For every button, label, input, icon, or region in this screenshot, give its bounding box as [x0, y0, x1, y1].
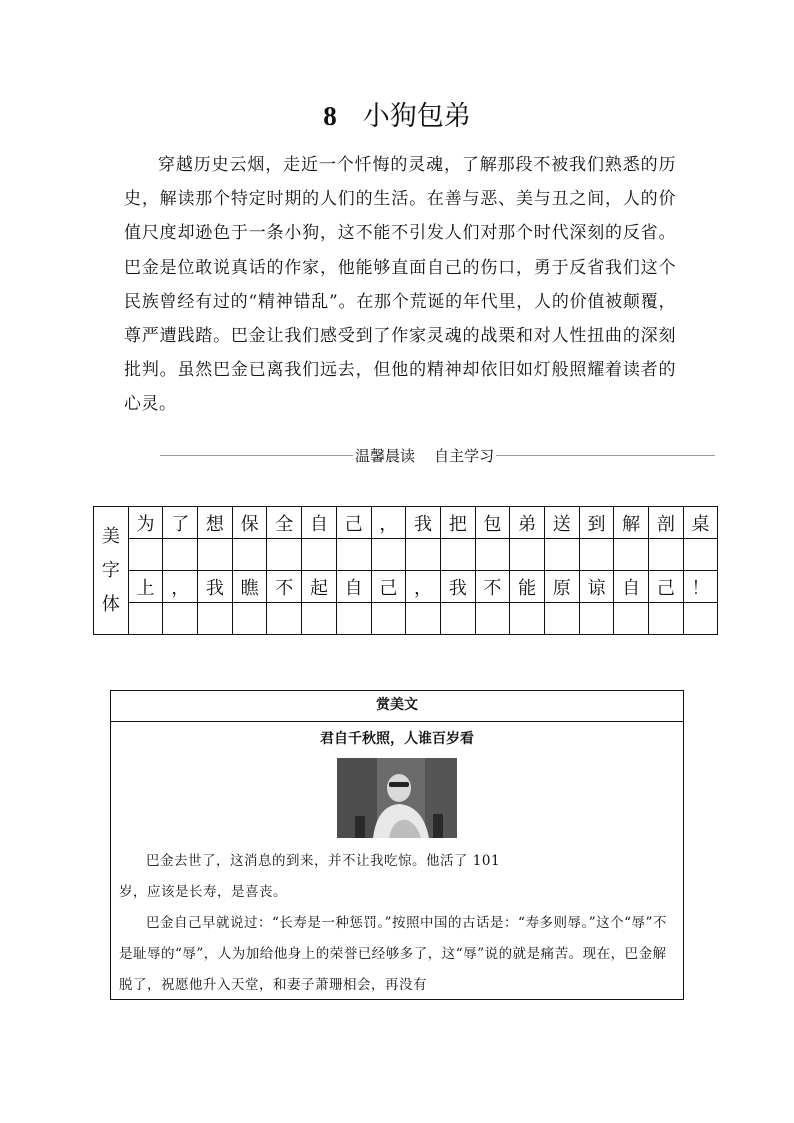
grid-row-header — [94, 507, 129, 635]
grid-char-cell: 原 — [544, 571, 579, 603]
lesson-number: 8 — [323, 101, 337, 131]
grid-practice-cell[interactable] — [336, 603, 371, 635]
portrait-photo — [337, 758, 457, 838]
grid-practice-cell[interactable] — [371, 539, 406, 571]
grid-char-cell: 桌 — [683, 507, 718, 539]
grid-practice-cell[interactable] — [163, 539, 198, 571]
grid-practice-cell[interactable] — [649, 603, 684, 635]
grid-char-cell: 包 — [475, 507, 510, 539]
grid-char-cell: 弟 — [510, 507, 545, 539]
appreciation-box — [110, 690, 684, 1000]
article-line-1: 巴金去世了，这消息的到来，并不让我吃惊。他活了 101 — [146, 853, 501, 869]
grid-char-cell: 自 — [336, 571, 371, 603]
section-divider — [160, 444, 715, 466]
calligraphy-grid — [93, 506, 718, 635]
grid-char-cell: ， — [371, 507, 406, 539]
grid-char-cell: 剖 — [649, 507, 684, 539]
grid-practice-cell[interactable] — [683, 603, 718, 635]
grid-practice-cell[interactable] — [198, 603, 233, 635]
grid-practice-cell[interactable] — [302, 603, 337, 635]
grid-char-cell: 全 — [267, 507, 302, 539]
grid-practice-cell[interactable] — [614, 603, 649, 635]
grid-char-cell: 不 — [267, 571, 302, 603]
grid-char-cell: ！ — [683, 571, 718, 603]
divider-label: 温馨晨读 自主学习 — [355, 446, 495, 465]
appreciation-header: 赏美文 — [111, 691, 683, 722]
grid-row — [94, 539, 718, 571]
grid-char-cell: 不 — [475, 571, 510, 603]
intro-paragraph — [124, 148, 676, 422]
grid-char-cell: ， — [163, 571, 198, 603]
grid-char-cell: 想 — [198, 507, 233, 539]
grid-practice-cell[interactable] — [510, 603, 545, 635]
grid-practice-cell[interactable] — [406, 539, 441, 571]
grid-char-cell: 我 — [406, 507, 441, 539]
grid-char-cell: 我 — [440, 571, 475, 603]
article-paragraph-2: 巴金自己早就说过：“长寿是一种惩罚。”按照中国的古话是：“寿多则辱。”这个“辱”不是耻辱的“辱”，人为加给他身上的荣誉已经够多了，这“辱”说的就是痛苦。现在，巴金解脱了，祝愿他升入天堂，和妻子萧珊相会，再没有 — [119, 915, 667, 993]
grid-char-cell: 保 — [232, 507, 267, 539]
grid-practice-cell[interactable] — [683, 539, 718, 571]
grid-header-char: 体 — [101, 593, 120, 615]
grid-char-cell: 自 — [614, 571, 649, 603]
grid-practice-cell[interactable] — [510, 539, 545, 571]
grid-row — [94, 603, 718, 635]
grid-practice-cell[interactable] — [475, 539, 510, 571]
grid-char-cell: 瞧 — [232, 571, 267, 603]
grid-practice-cell[interactable] — [267, 603, 302, 635]
grid-practice-cell[interactable] — [371, 603, 406, 635]
divider-line-right — [496, 455, 715, 456]
grid-char-cell: 我 — [198, 571, 233, 603]
grid-practice-cell[interactable] — [128, 603, 163, 635]
article-line-2: 岁，应该是长寿，是喜丧。 — [119, 884, 287, 900]
grid-practice-cell[interactable] — [163, 603, 198, 635]
grid-char-cell: 了 — [163, 507, 198, 539]
grid-char-cell: 自 — [302, 507, 337, 539]
grid-practice-cell[interactable] — [440, 539, 475, 571]
grid-practice-cell[interactable] — [649, 539, 684, 571]
grid-char-cell: 能 — [510, 571, 545, 603]
grid-char-cell: 谅 — [579, 571, 614, 603]
article-title: 君自千秋照，人谁百岁看 — [320, 731, 474, 747]
divider-line-left — [160, 455, 353, 456]
grid-practice-cell[interactable] — [267, 539, 302, 571]
grid-char-cell: 解 — [614, 507, 649, 539]
grid-practice-cell[interactable] — [544, 539, 579, 571]
article-body — [111, 838, 683, 1000]
grid-row — [94, 507, 718, 539]
intro-text: 穿越历史云烟，走近一个忏悔的灵魂，了解那段不被我们熟悉的历史，解读那个特定时期的人们的生活。在善与恶、美与丑之间，人的价值尺度却逊色于一条小狗，这不能不引发人们对那个时代深刻的反省。巴金是位敢说真话的作家，他能够直面自己的伤口，勇于反省我们这个民族曾经有过的“精神错乱”。在那个荒诞的年代里，人的价值被颠覆，尊严遭践踏。巴金让我们感受到了作家灵魂的战栗和对人性扭曲的深刻批判。虽然巴金已离我们远去，但他的精神却依旧如灯般照耀着读者的心灵。 — [124, 155, 676, 415]
grid-practice-cell[interactable] — [440, 603, 475, 635]
lesson-name: 小狗包弟 — [362, 101, 471, 132]
grid-practice-cell[interactable] — [406, 603, 441, 635]
grid-practice-cell[interactable] — [198, 539, 233, 571]
grid-char-cell: 己 — [371, 571, 406, 603]
grid-practice-cell[interactable] — [475, 603, 510, 635]
grid-char-cell: 送 — [544, 507, 579, 539]
grid-practice-cell[interactable] — [232, 603, 267, 635]
grid-practice-cell[interactable] — [232, 539, 267, 571]
grid-char-cell: ， — [406, 571, 441, 603]
grid-practice-cell[interactable] — [544, 603, 579, 635]
grid-practice-cell[interactable] — [579, 539, 614, 571]
grid-char-cell: 上 — [128, 571, 163, 603]
grid-char-cell: 己 — [649, 571, 684, 603]
grid-header-char: 美 — [101, 525, 120, 547]
portrait-image-icon — [337, 758, 457, 838]
grid-char-cell: 到 — [579, 507, 614, 539]
grid-practice-cell[interactable] — [336, 539, 371, 571]
grid-practice-cell[interactable] — [128, 539, 163, 571]
grid-char-cell: 起 — [302, 571, 337, 603]
grid-char-cell: 把 — [440, 507, 475, 539]
grid-practice-cell[interactable] — [614, 539, 649, 571]
grid-practice-cell[interactable] — [579, 603, 614, 635]
grid-row — [94, 571, 718, 603]
grid-char-cell: 己 — [336, 507, 371, 539]
grid-practice-cell[interactable] — [302, 539, 337, 571]
lesson-title — [0, 96, 794, 137]
grid-char-cell: 为 — [128, 507, 163, 539]
grid-header-char: 字 — [101, 559, 120, 581]
